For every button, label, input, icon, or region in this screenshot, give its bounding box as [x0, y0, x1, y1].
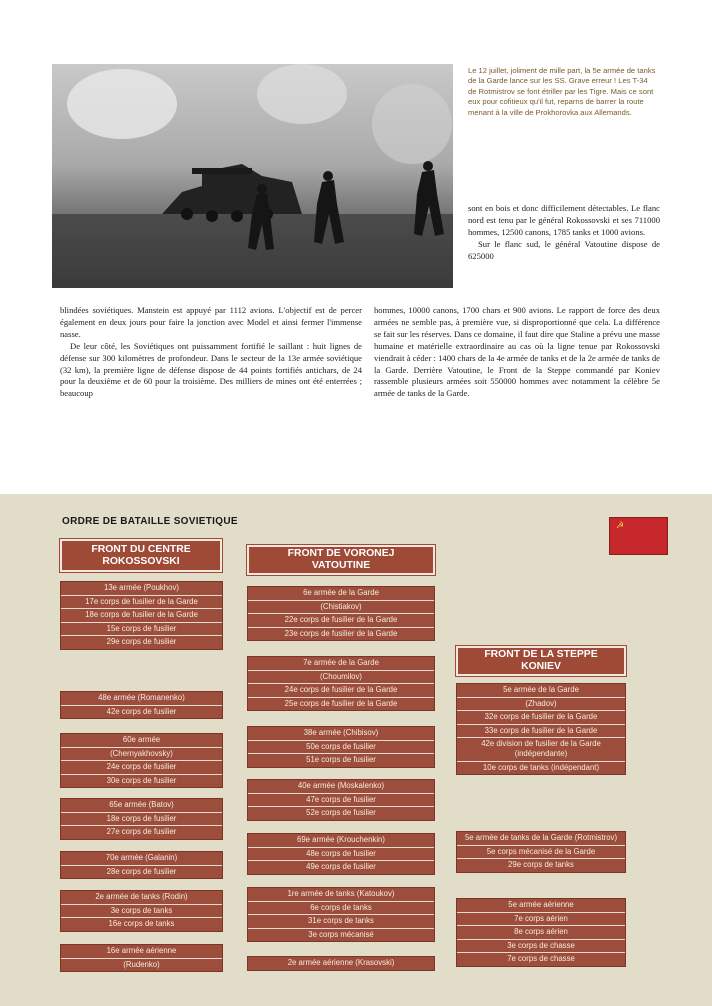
army-block [60, 944, 223, 972]
army-block [60, 851, 223, 879]
army-row: 16e armée aérienne [61, 945, 222, 959]
army-block [456, 898, 626, 967]
front-header-voronej [247, 545, 435, 575]
army-block [247, 586, 435, 641]
army-row: 47e corps de fusilier [248, 794, 434, 808]
army-row: 18e corps de fusilier de la Garde [61, 609, 222, 623]
order-of-battle-title: ORDRE DE BATAILLE SOVIETIQUE [62, 516, 238, 527]
army-row: 8e corps aérien [457, 926, 625, 940]
army-row: 48e corps de fusilier [248, 848, 434, 862]
army-row: 3e corps de tanks [61, 905, 222, 919]
text-left-column [60, 305, 362, 400]
army-row: (Chistiakov) [248, 601, 434, 615]
front-header-steppe [456, 646, 626, 676]
text-right-lower [374, 305, 660, 400]
army-row: 7e corps aérien [457, 913, 625, 927]
army-row: 52e corps de fusilier [306, 808, 376, 818]
army-row: 23e corps de fusilier de la Garde [284, 628, 398, 638]
army-row: 2e armée de tanks (Rodin) [61, 891, 222, 905]
army-row: 22e corps de fusilier de la Garde [248, 614, 434, 628]
army-block [60, 798, 223, 840]
army-row: 3e corps mécanisé [308, 929, 374, 939]
army-row: 42e division de fusilier de la Garde (indépendante) [457, 738, 625, 761]
army-row: 33e corps de fusilier de la Garde [457, 725, 625, 739]
paragraph: Sur le flanc sud, le général Vatoutine dispose de 625000 [468, 238, 660, 261]
army-row: 6e corps de tanks [248, 902, 434, 916]
army-row: (Choumilov) [248, 671, 434, 685]
army-row: (Rudenko) [123, 959, 160, 969]
paragraph: blindées soviétiques. Manstein est appuyé par 1112 avions. L'objectif est de percer également en deux jours pour faire la jonction avec Model et ainsi fermer l'immense nasse. [60, 305, 362, 339]
army-row: 27e corps de fusilier [106, 827, 177, 837]
army-row: 24e corps de fusilier [61, 761, 222, 775]
army-row: (Chernyakhovsky) [61, 748, 222, 762]
army-block [60, 581, 223, 650]
army-row: 38e armée (Chibisov) [248, 727, 434, 741]
army-row: 25e corps de fusilier de la Garde [284, 698, 398, 708]
front-name: FRONT DE VORONEJ [287, 548, 395, 559]
army-row: 17e corps de fusilier de la Garde [61, 596, 222, 610]
army-block [456, 831, 626, 873]
army-row: 3e corps de chasse [457, 940, 625, 954]
army-row: 65e armée (Batov) [61, 799, 222, 813]
front-header-centre [60, 539, 222, 572]
army-row: 29e corps de tanks [508, 860, 574, 870]
front-name: FRONT DE LA STEPPE [484, 649, 598, 660]
army-row: 30e corps de fusilier [106, 775, 177, 785]
front-commander: VATOUTINE [311, 560, 371, 571]
army-block [60, 890, 223, 932]
text-right-upper [468, 203, 660, 263]
army-row: 6e armée de la Garde [248, 587, 434, 601]
army-block [247, 887, 435, 942]
front-name: FRONT DU CENTRE [91, 543, 191, 555]
army-row: 49e corps de fusilier [306, 862, 376, 872]
front-commander: KONIEV [521, 661, 561, 672]
army-row: 28e corps de fusilier [106, 866, 177, 876]
army-row: 13e armée (Poukhov) [61, 582, 222, 596]
army-block [60, 733, 223, 788]
army-block [247, 726, 435, 768]
army-row: 1re armée de tanks (Katoukov) [248, 888, 434, 902]
army-block [247, 956, 435, 971]
soviet-flag-icon [609, 517, 668, 555]
army-row: 7e armée de la Garde [248, 657, 434, 671]
army-block [456, 683, 626, 775]
front-commander: ROKOSSOVSKI [102, 555, 180, 567]
army-block [60, 691, 223, 719]
army-row: 5e armée de tanks de la Garde (Rotmistrov) [457, 832, 625, 846]
army-row: 60e armée [61, 734, 222, 748]
battle-photo [52, 64, 453, 288]
battle-scene-illustration [52, 64, 453, 288]
army-block [247, 779, 435, 821]
paragraph: hommes, 10000 canons, 1700 chars et 900 avions. Le rapport de force des deux armées ne semble pas, à première vue, si disproportionné que cela. La différence se fait sur les réserves. Dans ce domaine, il faut dire que Staline a prévu une masse humaine et matérielle extraordinaire au cas où la ligne tenue par Rokossovski viendrait à céder : 1400 chars de la 4e armée de tanks et de la 2e armée de tanks de la Garde. Derrière Vatoutine, le Front de la Steppe commandé par Koniev rassemble plusieurs armées soit 550000 hommes avec notamment la célèbre 5e armée de tanks de la Garde. [374, 305, 660, 399]
army-row: 16e corps de tanks [108, 919, 175, 929]
army-row: 51e corps de fusilier [306, 755, 376, 765]
army-row: 70e armée (Galanin) [61, 852, 222, 866]
army-row: 40e armée (Moskalenko) [248, 780, 434, 794]
army-row: 31e corps de tanks [248, 915, 434, 929]
army-row: 2e armée aérienne (Krasovski) [287, 958, 395, 967]
army-row: 42e corps de fusilier [106, 706, 177, 716]
army-block [247, 656, 435, 711]
army-row: 10e corps de tanks (indépendant) [482, 762, 600, 772]
army-row: 18e corps de fusilier [61, 813, 222, 827]
army-row: 69e armée (Krouchenkin) [248, 834, 434, 848]
hammer-sickle-icon: ☭ [616, 521, 625, 531]
army-row: 5e armée aérienne [457, 899, 625, 913]
army-row: (Zhadov) [457, 698, 625, 712]
photo-caption: Le 12 juillet, joliment de mille part, la 5e armée de tanks de la Garde lance sur les SS. Grave erreur ! Les T-34 de Rotmistrov se font étriller par les Tigre. Mais ce sont eux pour cofitieux qu'il fut, reparns de barrer la route menant à la ville de Prokhorovka aux Allemands. [468, 66, 656, 117]
army-row: 32e corps de fusilier de la Garde [457, 711, 625, 725]
army-row: 29e corps de fusilier [106, 637, 177, 647]
army-row: 5e armée de la Garde [457, 684, 625, 698]
army-row: 5e corps mécanisé de la Garde [457, 846, 625, 860]
paragraph: sont en bois et donc difficilement détectables. Le flanc nord est tenu par le général Rokossovski et ses 711000 hommes, 12500 canons, 1785 tanks et 1000 avions. [468, 203, 660, 237]
army-row: 24e corps de fusilier de la Garde [248, 684, 434, 698]
army-block [247, 833, 435, 875]
army-row: 50e corps de fusilier [248, 741, 434, 755]
paragraph: De leur côté, les Soviétiques ont puissamment fortifié le saillant : huit lignes de défense sur 300 kilomètres de profondeur. Dans le secteur de la 13e armée soviétique (32 km), la première ligne de défense dispose de 44 points fortifiés antichars, de 24 pour la deuxième et de 60 pour la troisième. Des milliers de mines ont été enterrées ; beaucoup [60, 340, 362, 399]
army-row: 15e corps de fusilier [61, 623, 222, 637]
army-row: 7e corps de chasse [507, 954, 575, 964]
army-row: 48e armée (Romanenko) [61, 692, 222, 706]
